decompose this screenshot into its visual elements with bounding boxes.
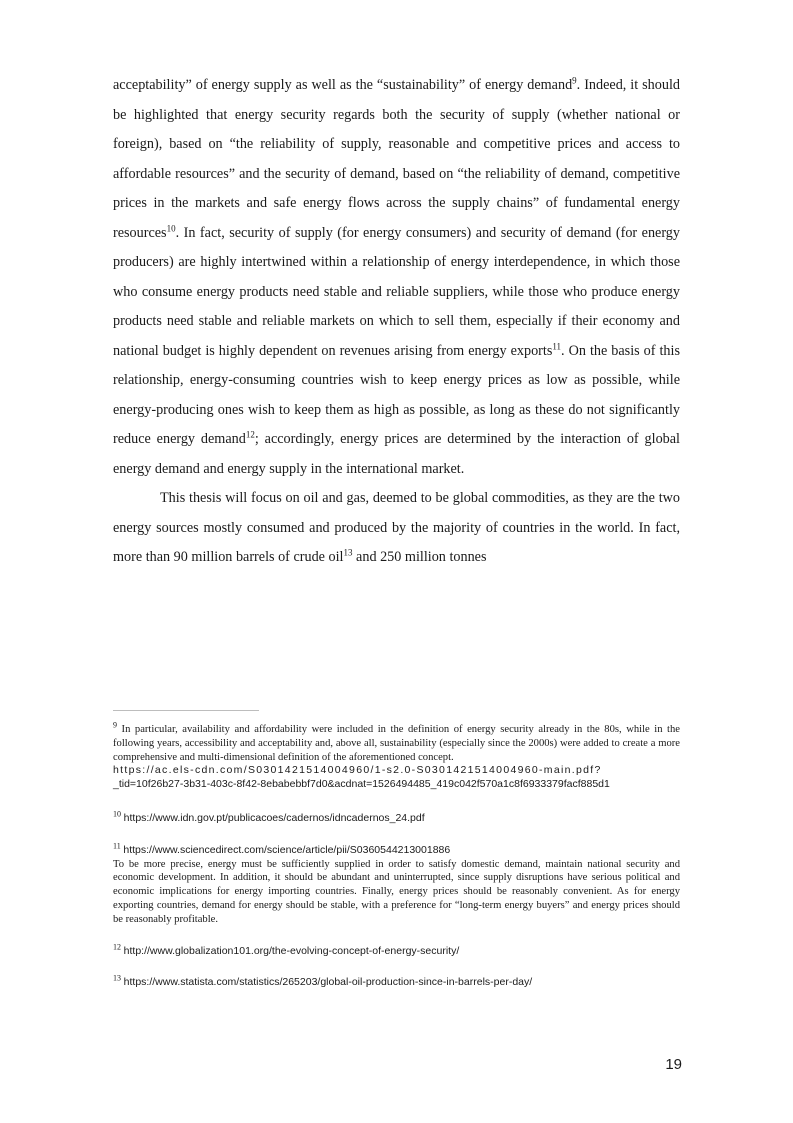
footnote-ref-12[interactable]: 12: [245, 429, 255, 440]
footnote-mark: 12: [113, 942, 121, 952]
footnote-11: [113, 841, 680, 927]
footnote-mark: 13: [113, 973, 121, 983]
footnote-ref-10[interactable]: 10: [166, 222, 176, 233]
footnote-text: In particular, availability and affordability were included in the definition of energy security already in the 80s, while in the following years, accessibility and acceptability and, above all, sustainability (especially since the 2000s) were added to create a more comprehensive and multi-dimensional definition of the aforementioned concept.: [113, 724, 680, 763]
footnote-ref-9[interactable]: 9: [572, 75, 577, 86]
footnote-link[interactable]: https://ac.els-cdn.com/S0301421514004960/1-s2.0-S0301421514004960-main.pdf?: [113, 764, 602, 777]
footnote-ref-13[interactable]: 13: [343, 547, 353, 558]
footnote-12: [113, 942, 680, 959]
footnote-9: [113, 720, 680, 792]
footnote-link[interactable]: http://www.globalization101.org/the-evolving-concept-of-energy-security/: [123, 944, 460, 957]
page-number: 19: [665, 1056, 682, 1073]
footnote-link[interactable]: https://www.statista.com/statistics/265203/global-oil-production-since-in-barrels-per-day/: [123, 976, 533, 989]
footnote-mark: 10: [113, 809, 121, 819]
footnote-10: [113, 809, 680, 826]
footnote-text: To be more precise, energy must be sufficiently supplied in order to satisfy domestic demand, maintain national security and economic development. In addition, it should be abundant and uninterrupted, since supply disruptions have serious political and economic implications for energy importing countries. Finally, energy prices should be reasonably convenient. As for energy exporting countries, demand for energy should be stable, with a preference for “long-term energy buyers” and energy prices should be reasonably profitable.: [113, 858, 680, 925]
paragraph-2: This thesis will focus on oil and gas, deemed to be global commodities, as they are the two energy sources mostly consumed and produced by the majority of countries in the world. In fact, more than 90 million barrels of crude oil$^{13}$ and 250 million tonnes: [113, 490, 680, 565]
footnotes: [113, 720, 680, 1004]
footnote-link[interactable]: https://www.idn.gov.pt/publicacoes/cadernos/idncadernos_24.pdf: [123, 811, 425, 824]
footnote-mark: 11: [113, 841, 121, 851]
footnote-13: [113, 973, 680, 990]
paragraph-1: acceptability” of energy supply as well as the “sustainability” of energy demand$^9$. Indeed, it should be highlighted that energy security regards both the security of supply (whether national or foreign), based on “the reliability of supply, reasonable and competitive prices and access to affordable resources” and the security of demand, based on “the reliability of demand, competitive prices in the markets and safe energy flows across the supply chains” of fundamental energy resources$^{10}$. In fact, security of supply (for energy consumers) and security of demand (for energy producers) are highly intertwined within a relationship of energy interdependence, in which those who consume energy products need stable and reliable suppliers, while those who produce energy products need stable and reliable markets on which to sell them, especially if their economy and national budget is highly dependent on revenues arising from energy exports$^{11}$. On the basis of this relationship, energy-consuming countries wish to keep energy prices as low as possible, while energy-producing ones wish to keep them as high as possible, as long as these do not significantly reduce energy demand$^{12}$; accordingly, energy prices are determined by the interaction of global energy demand and energy supply in the international market.: [113, 75, 680, 477]
footnote-link-continued[interactable]: _tid=10f26b27-3b31-403c-8f42-8ebabebbf7d0&acdnat=1526494485_419c042f570a1c8f6933379facf885d1: [113, 778, 610, 791]
body-text: [113, 71, 680, 573]
footnote-separator: [113, 710, 259, 711]
footnote-mark: 9: [113, 720, 117, 730]
footnote-link[interactable]: https://www.sciencedirect.com/science/article/pii/S0360544213001886: [123, 843, 451, 856]
footnote-ref-11[interactable]: 11: [552, 340, 562, 351]
